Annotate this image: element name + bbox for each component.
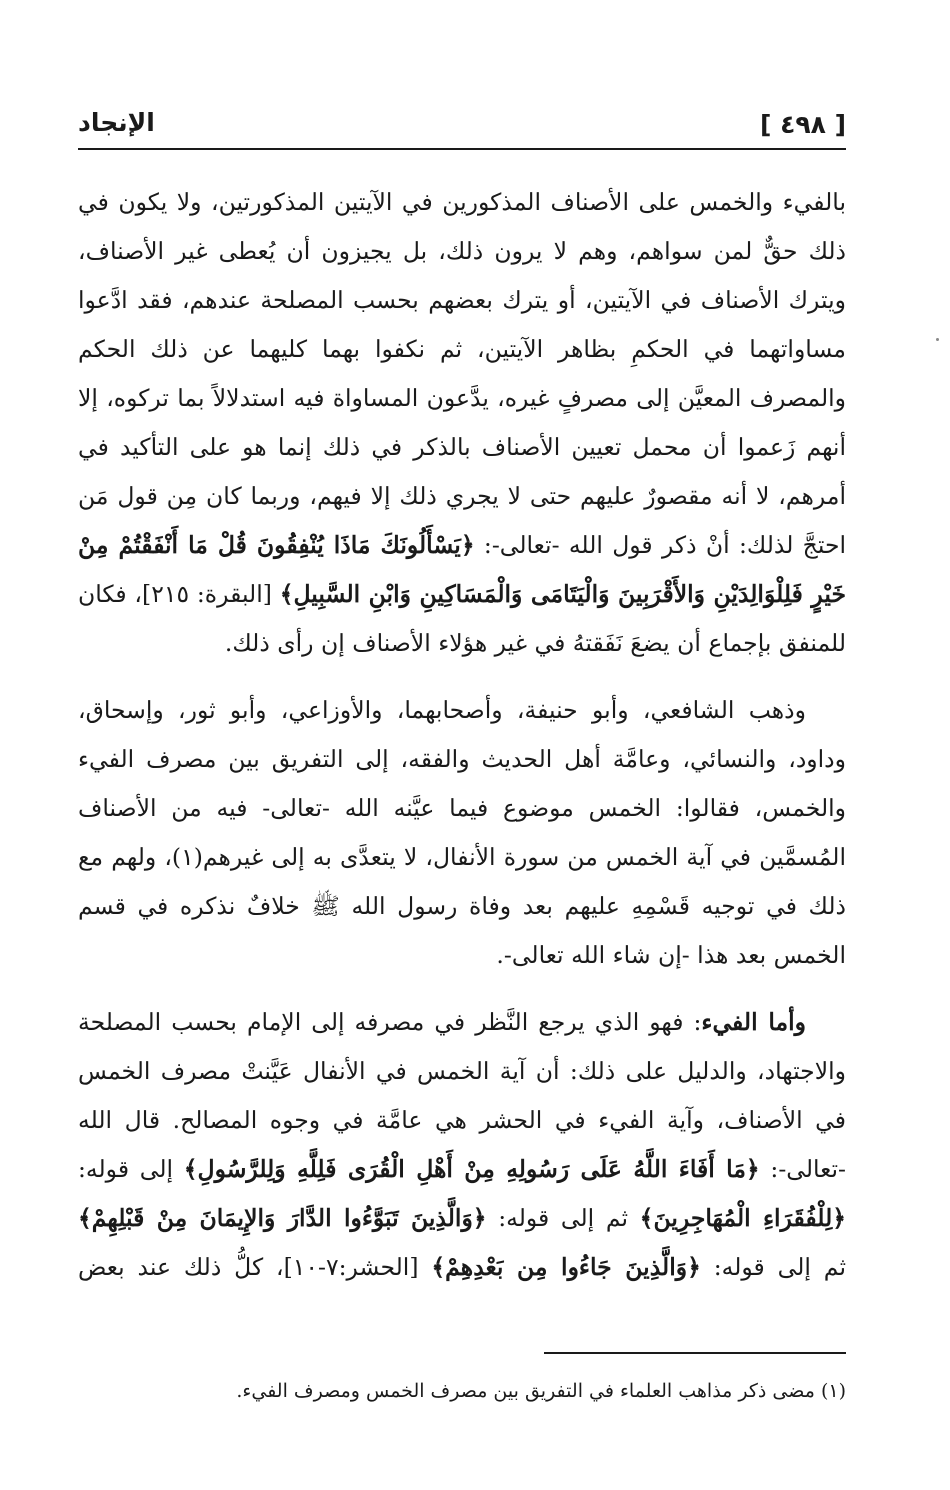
quran-verse: ﴿وَالَّذِينَ تَبَوَّءُوا الدَّارَ وَالإِيمَانَ مِنْ قَبْلِهِمْ﴾ xyxy=(78,1204,487,1232)
scan-speck xyxy=(936,338,939,341)
text-line: ذلك حقٌّ لمن سواهم، وهم لا يرون ذلك، بل يجيزون أن يُعطى غير الأصناف، xyxy=(78,237,846,265)
text-line xyxy=(78,998,846,1047)
text-segment: ثم إلى قوله: xyxy=(486,1204,640,1232)
quran-verse: ﴿يَسْأَلُونَكَ مَاذَا يُنْفِقُونَ قُلْ مَا أَنْفَقْتُمْ مِنْ xyxy=(78,531,475,559)
header-rule xyxy=(78,148,846,150)
text-line: بالفيء والخمس على الأصناف المذكورين في الآيتين المذكورتين، ولا يكون في xyxy=(78,188,846,216)
text-line: في الأصناف، وآية الفيء في الحشر هي عامَّة في وجوه المصالح. قال الله xyxy=(78,1106,846,1134)
page-header xyxy=(78,104,846,148)
text-line xyxy=(78,521,846,570)
footnote-rule xyxy=(544,1352,846,1354)
text-line: وذهب الشافعي، وأبو حنيفة، وأصحابهما، والأوزاعي، وأبو ثور، وإسحاق، xyxy=(78,696,806,724)
text-line: وداود، والنسائي، وعامَّة أهل الحديث والفقه، إلى التفريق بين مصرف الفيء xyxy=(78,745,846,773)
text-line: والاجتهاد، والدليل على ذلك: أن آية الخمس في الأنفال عَيَّنتْ مصرف الخمس xyxy=(78,1057,846,1085)
text-line: والمصرف المعيَّن إلى مصرفٍ غيره، يدَّعون المساواة فيه استدلالاً بما تركوه، إلا xyxy=(78,384,846,412)
running-title: الإنجاد xyxy=(78,108,155,137)
text-line: الخمس بعد هذا -إن شاء الله تعالى-. xyxy=(496,941,846,969)
text-segment: ثم إلى قوله: xyxy=(700,1253,846,1281)
paragraph-lead: وأما الفيء xyxy=(701,1008,806,1036)
quran-verse: خَيْرٍ فَلِلْوَالِدَيْنِ وَالأَقْرَبِينَ وَالْيَتَامَى وَالْمَسَاكِينِ وَابْنِ السَّبِيلِ﴾ xyxy=(279,580,846,608)
text-line xyxy=(78,1243,846,1292)
text-line: والخمس، فقالوا: الخمس موضوع فيما عيَّنه الله -تعالى- فيه من الأصناف xyxy=(78,794,846,822)
quran-verse: ﴿مَا أَفَاءَ اللَّهُ عَلَى رَسُولِهِ مِنْ أَهْلِ الْقُرَى فَلِلَّهِ وَلِلرَّسُولِ﴾ xyxy=(183,1155,760,1183)
text-line: ويترك الأصناف في الآيتين، أو يترك بعضهم بحسب المصلحة عندهم، فقد ادَّعوا xyxy=(78,286,846,314)
quran-verse: ﴿وَالَّذِينَ جَاءُوا مِن بَعْدِهِمْ﴾ xyxy=(431,1253,701,1281)
text-line: أنهم زَعموا أن محمل تعيين الأصناف بالذكر في ذلك إنما هو على التأكيد في xyxy=(78,433,846,461)
verse-reference: [البقرة: ٢١٥]، فكان xyxy=(78,580,280,608)
text-line: أمرهم، لا أنه مقصورٌ عليهم حتى لا يجري ذلك إلا فيهم، وربما كان مِن قول مَن xyxy=(78,482,846,510)
body-text xyxy=(78,178,846,1310)
text-segment: : فهو الذي يرجع النَّظر في مصرفه إلى الإمام بحسب المصلحة xyxy=(78,1008,702,1036)
text-segment: -تعالى-: xyxy=(759,1155,846,1183)
page-number: [ ٤٩٨ ] xyxy=(759,110,846,139)
text-segment: احتجَّ لذلك: أنْ ذكر قول الله -تعالى-: xyxy=(474,531,846,559)
paragraph-1 xyxy=(78,178,846,668)
paragraph-2 xyxy=(78,686,846,980)
footnote: (١) مضى ذكر مذاهب العلماء في التفريق بين مصرف الخمس ومصرف الفيء. xyxy=(236,1380,846,1402)
text-line: للمنفق بإجماع أن يضعَ نَفَقتهُ في غير هؤلاء الأصناف إن رأى ذلك. xyxy=(224,629,846,657)
text-line: ذلك في توجيه قَسْمِهِ عليهم بعد وفاة رسول الله ﷺ خلافٌ نذكره في قسم xyxy=(78,892,846,920)
text-line: المُسمَّين في آية الخمس من سورة الأنفال، لا يتعدَّى به إلى غيرهم(١)، ولهم مع xyxy=(78,843,846,871)
text-line xyxy=(78,570,846,619)
paragraph-3 xyxy=(78,998,846,1292)
text-line xyxy=(78,1145,846,1194)
text-line: مساواتهما في الحكمِ بظاهر الآيتين، ثم نكفوا بهما كليهما عن ذلك الحكم xyxy=(78,335,846,363)
text-segment: إلى قوله: xyxy=(78,1155,184,1183)
verse-reference: [الحشر:٧-١٠]، كلُّ ذلك عند بعض xyxy=(78,1253,432,1281)
quran-verse: ﴿لِلْفُقَرَاءِ الْمُهَاجِرِينَ﴾ xyxy=(639,1204,846,1232)
text-line xyxy=(78,1194,846,1243)
